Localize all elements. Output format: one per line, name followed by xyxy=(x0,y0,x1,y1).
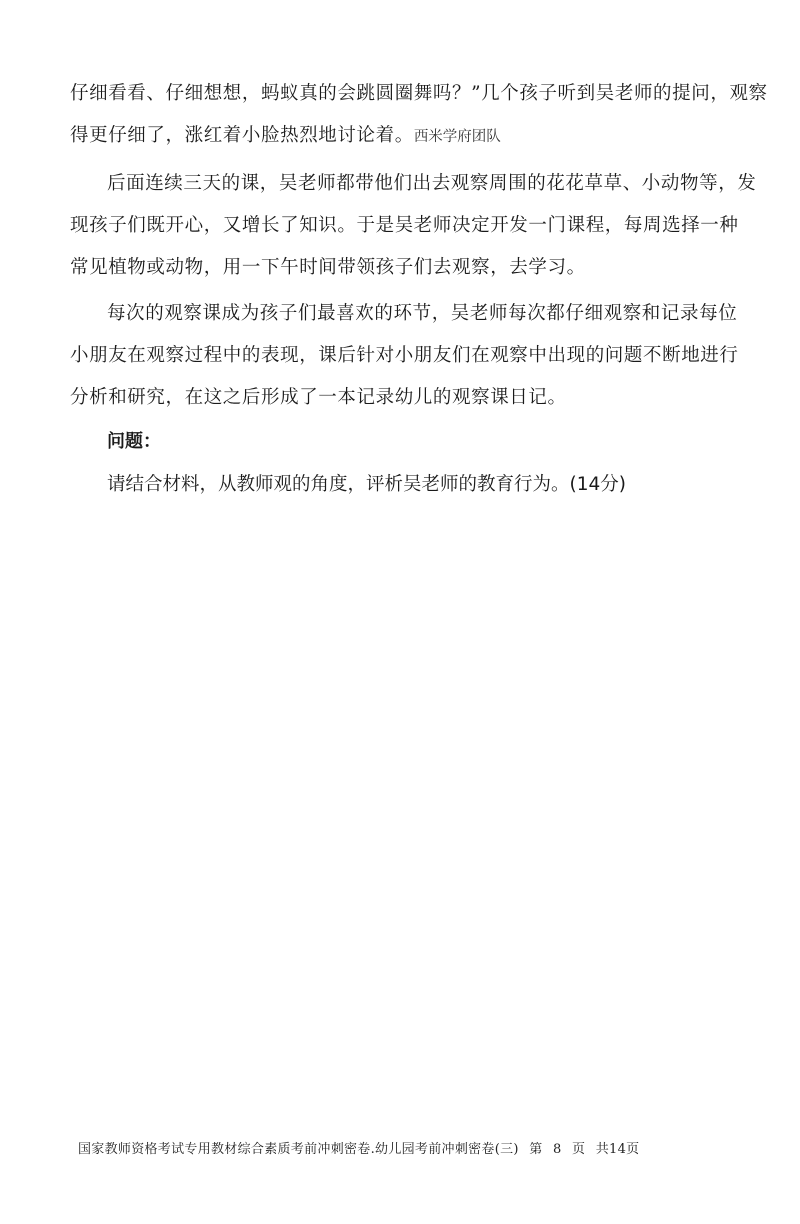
footer-book-title: 国家教师资格考试专用教材综合素质考前冲刺密卷.幼儿园考前冲刺密卷(三) xyxy=(78,1142,519,1157)
p3-line-3: 分析和研究，在这之后形成了一本记录幼儿的观察课日记。 xyxy=(70,387,567,408)
question-heading: 问题： xyxy=(107,431,161,452)
p1-line-2-text: 得更仔细了，涨红着小脸热烈地讨论着。 xyxy=(70,125,414,146)
p2-line-1: 后面连续三天的课，吴老师都带他们出去观察周围的花花草草、小动物等，发 xyxy=(107,173,757,194)
page-footer xyxy=(78,1141,645,1159)
footer-page-suffix: 页 xyxy=(571,1142,586,1157)
p2-line-2: 现孩子们既开心，又增长了知识。于是吴老师决定开发一门课程，每周选择一种 xyxy=(70,215,739,236)
footer-total-pages: 共14页 xyxy=(595,1142,640,1157)
p2-line-3: 常见植物或动物，用一下午时间带领孩子们去观察，去学习。 xyxy=(70,257,586,278)
p1-line-1: 仔细看看、仔细想想，蚂蚁真的会跳圆圈舞吗？”几个孩子听到吴老师的提问，观察 xyxy=(70,83,768,104)
p3-line-1: 每次的观察课成为孩子们最喜欢的环节，吴老师每次都仔细观察和记录每位 xyxy=(107,303,738,324)
p1-line-2 xyxy=(70,124,501,149)
footer-page-number: 8 xyxy=(552,1142,562,1157)
p3-line-2: 小朋友在观察过程中的表现，课后针对小朋友们在观察中出现的问题不断地进行 xyxy=(70,345,739,366)
watermark-text: 西米学府团队 xyxy=(413,129,501,145)
footer-page-prefix: 第 xyxy=(529,1142,543,1157)
question-text: 请结合材料，从教师观的角度，评析吴老师的教育行为。(14分) xyxy=(107,474,626,495)
